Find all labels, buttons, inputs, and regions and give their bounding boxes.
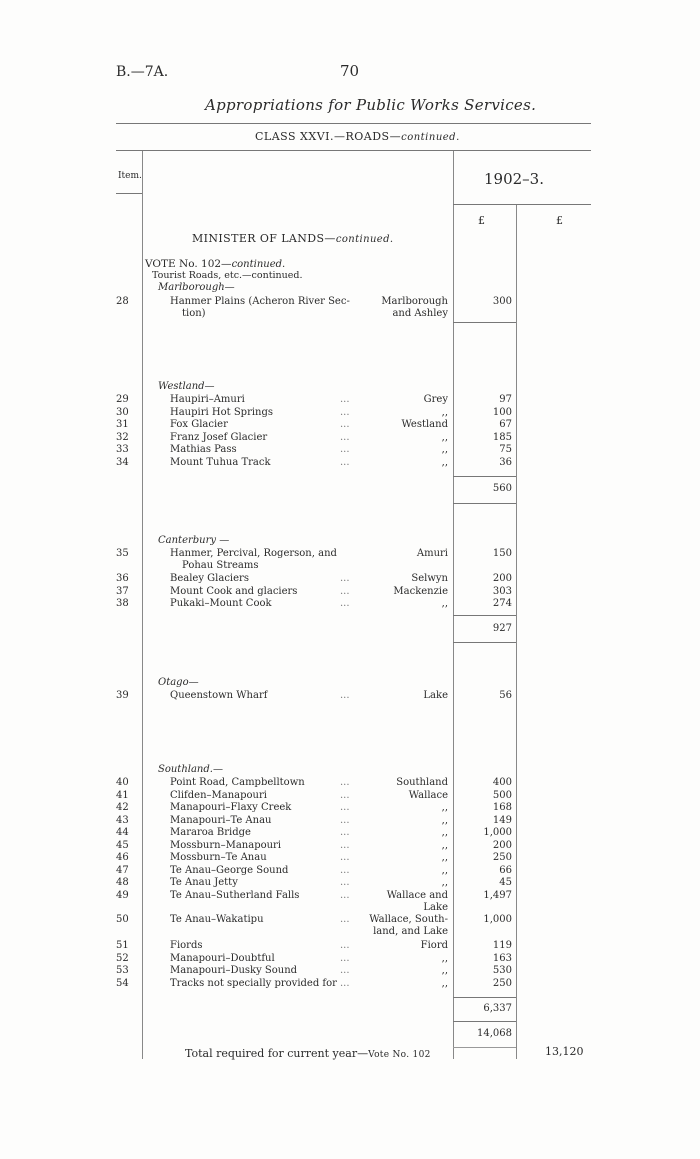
table-row: 42 Manapouri–Flaxy Creek ... ,, 168 (116, 802, 512, 813)
tourist-total: 14,068 (477, 1028, 512, 1039)
table-row: 37 Mount Cook and glaciers ... Mackenzie 303 (116, 585, 512, 597)
year-header: 1902–3. (484, 170, 544, 188)
item-column-header: Item. (118, 171, 142, 181)
region-southland: Southland.— (158, 764, 223, 775)
table-row: 41 Clifden–Manapouri ... Wallace 500 (116, 789, 512, 801)
table-row: 43 Manapouri–Te Anau ... ,, 149 (116, 814, 512, 826)
table-row: 50 Te Anau–Wakatipu ... Wallace, South- 1,000 (116, 914, 512, 925)
table-row: 29 Haupiri–Amuri ... Grey 97 (116, 394, 512, 405)
total-rule (453, 1047, 516, 1048)
table-row: 49 Te Anau–Sutherland Falls ... Wallace and 1,497 (116, 889, 512, 901)
region-otago: Otago— (158, 677, 199, 688)
table-row-continuation: Pohau Streams (182, 560, 259, 571)
region-canterbury: Canterbury — (158, 535, 230, 546)
minister-heading: MINISTER OF LANDS—continued. (192, 232, 394, 245)
tourist-roads-heading: Tourist Roads, etc.—continued. (152, 270, 303, 281)
item-head-rule (116, 193, 142, 194)
subtotal-rule (453, 476, 516, 477)
table-row: 35 Hanmer, Percival, Rogerson, and Amuri 150 (116, 548, 512, 559)
currency-col1: £ (478, 214, 485, 227)
table-row-continuation: Lake (423, 901, 448, 913)
table-row: 40 Point Road, Campbelltown ... Southland 400 (116, 777, 512, 788)
region-marlborough: Marlborough— (158, 282, 235, 293)
table-row: 28 Hanmer Plains (Acheron River Sec- Marlborough 300 (116, 296, 512, 307)
table-row: 46 Mossburn–Te Anau ... ,, 250 (116, 852, 512, 863)
table-row: 30 Haupiri Hot Springs ... ,, 100 (116, 406, 512, 418)
table-row: 31 Fox Glacier ... Westland 67 (116, 419, 512, 430)
table-row: 45 Mossburn–Manapouri ... ,, 200 (116, 839, 512, 851)
total-label: Total required for current year—Vote No. 102 (185, 1047, 431, 1060)
table-row: 51 Fiords ... Fiord 119 (116, 940, 512, 951)
table-row: 52 Manapouri–Doubtful ... ,, 163 (116, 952, 512, 964)
subtotal-rule (453, 1021, 516, 1022)
table-row-continuation: land, and Lake (373, 926, 448, 937)
table-top-rule (116, 150, 591, 151)
table-row: 48 Te Anau Jetty ... ,, 45 (116, 877, 512, 888)
table-row: 34 Mount Tuhua Track ... ,, 36 (116, 456, 512, 468)
page-title: Appropriations for Public Works Services. (205, 96, 537, 114)
year-head-rule (453, 204, 591, 205)
table-row: 39 Queenstown Wharf ... Lake 56 (116, 690, 512, 701)
grand-total: 13,120 (545, 1045, 584, 1058)
table-row: 36 Bealey Glaciers ... Selwyn 200 (116, 573, 512, 584)
subtotal-rule (453, 322, 516, 323)
canterbury-subtotal: 927 (492, 623, 512, 634)
currency-col2: £ (556, 214, 563, 227)
table-row: 44 Mararoa Bridge ... ,, 1,000 (116, 827, 512, 838)
class-heading: CLASS XXVI.—ROADS—continued. (255, 130, 460, 143)
table-row: 54 Tracks not specially provided for ... ,, 250 (116, 977, 512, 989)
table-row-continuation: tion) and Ashley (182, 308, 448, 319)
table-row: 33 Mathias Pass ... ,, 75 (116, 444, 512, 455)
subtotal-rule (453, 615, 516, 616)
page-number: 70 (340, 62, 360, 80)
westland-subtotal: 560 (492, 483, 512, 494)
subtotal-rule (453, 503, 516, 504)
subtotal-rule (453, 997, 516, 998)
table-row: 47 Te Anau–George Sound ... ,, 66 (116, 864, 512, 876)
table-row: 32 Franz Josef Glacier ... ,, 185 (116, 431, 512, 443)
region-westland: Westland— (158, 381, 215, 392)
table-row: 53 Manapouri–Dusky Sound ... ,, 530 (116, 965, 512, 976)
vote-heading: VOTE No. 102—continued. (145, 258, 286, 270)
southland-subtotal: 6,337 (483, 1003, 512, 1014)
subtotal-rule (453, 642, 516, 643)
document-reference: B.—7A. (116, 64, 169, 80)
title-rule (116, 123, 591, 124)
table-row: 38 Pukaki–Mount Cook ... ,, 274 (116, 598, 512, 609)
